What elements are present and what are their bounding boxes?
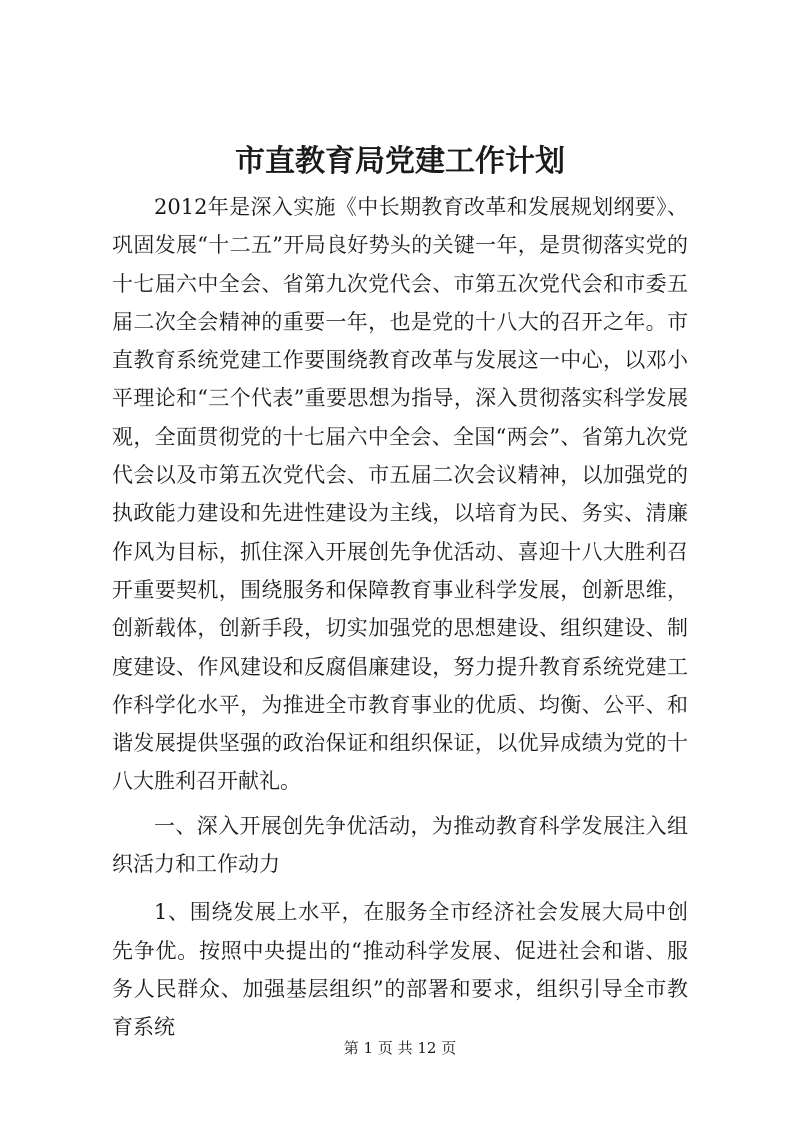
paragraph-item-1: 1、围绕发展上水平，在服务全市经济社会发展大局中创先争优。按照中央提出的“推动科学发展、促进社会和谐、服务人民群众、加强基层组织”的部署和要求，组织引导全市教育系统 <box>112 900 688 1040</box>
document-title: 市直教育局党建工作计划 <box>235 144 565 179</box>
page-number-footer: 第 1 页 共 12 页 <box>343 1039 457 1057</box>
paragraph-intro: 2012年是深入实施《中长期教育改革和发展规划纲要》、巩固发展“十二五”开局良好势头的关键一年，是贯彻落实党的十七届六中全会、省第九次党代会、市第五次党代会和市委五届二次全会精神的重要一年，也是党的十八大的召开之年。市直教育系统党建工作要围绕教育改革与发展这一中心，以邓小平理论和“三个代表”重要思想为指导，深入贯彻落实科学发展观，全面贯彻党的十七届六中全会、全国“两会”、省第九次党代会以及市第五次党代会、市五届二次会议精神，以加强党的执政能力建设和先进性建设为主线，以培育为民、务实、清廉作风为目标，抓住深入开展创先争优活动、喜迎十八大胜利召开重要契机，围绕服务和保障教育事业科学发展，创新思维，创新载体，创新手段，切实加强党的思想建设、组织建设、制度建设、作风建设和反腐倡廉建设，努力提升教育系统党建工作科学化水平，为推进全市教育事业的优质、均衡、公平、和谐发展提供坚强的政治保证和组织保证，以优异成绩为党的十八大胜利召开献礼。 <box>112 195 688 794</box>
paragraph-section-heading: 一、深入开展创先争优活动，为推动教育科学发展注入组织活力和工作动力 <box>112 813 688 877</box>
document-body <box>112 188 688 1047</box>
